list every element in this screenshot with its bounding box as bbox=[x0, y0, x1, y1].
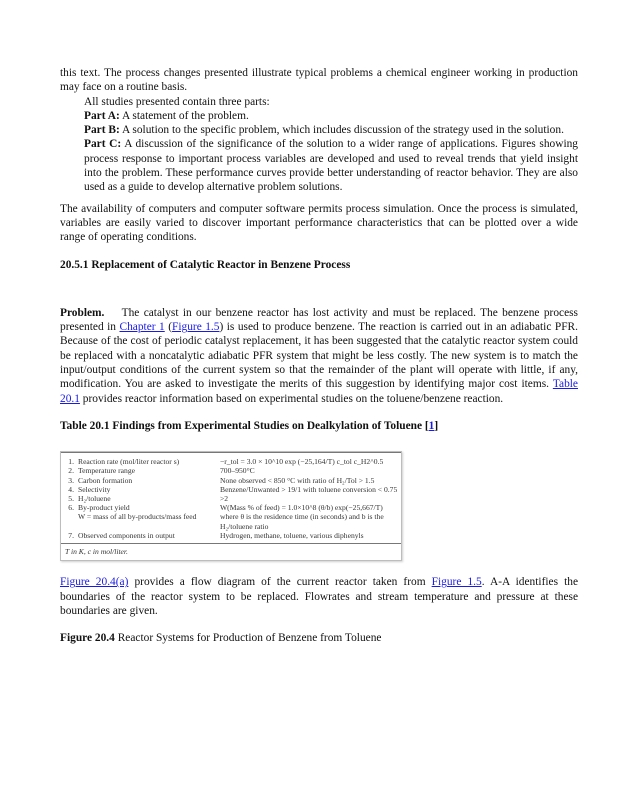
part-b-label: Part B: bbox=[84, 124, 120, 137]
row-item: Reaction rate (mol/liter reactor s) bbox=[78, 457, 180, 467]
row-value: >2 bbox=[220, 494, 229, 504]
figure-1-5-link[interactable]: Figure 1.5 bbox=[172, 321, 220, 334]
figure-20-4a-link[interactable]: Figure 20.4(a) bbox=[60, 576, 129, 589]
row-number: 4. bbox=[68, 484, 74, 494]
row-item: Selectivity bbox=[78, 484, 111, 494]
row-value: Hydrogen, methane, toluene, various diphenyls bbox=[220, 530, 364, 540]
flow-paragraph bbox=[60, 575, 578, 618]
problem-paragraph bbox=[60, 306, 581, 406]
row-item: Observed components in output bbox=[78, 530, 175, 540]
row-value: −r_tol = 3.0 × 10^10 exp (−25,164/T) c_tol c_H2^0.5 bbox=[220, 457, 384, 467]
figure-1-5-link-2[interactable]: Figure 1.5 bbox=[431, 576, 482, 589]
table-20-1-link[interactable]: Table 20.1 bbox=[60, 378, 578, 405]
row-item: Temperature range bbox=[78, 466, 136, 476]
studies-intro: All studies presented contain three parts: bbox=[84, 95, 270, 108]
part-c bbox=[84, 137, 578, 194]
intro-paragraph: this text. The process changes presented illustrate typical problems a chemical engineer working in production may face on a routine basis. bbox=[60, 67, 578, 94]
table-note: T in K, c in mol/liter. bbox=[61, 543, 401, 560]
table-row bbox=[61, 485, 401, 494]
problem-text-4: provides reactor information based on experimental studies on the toluene/benzene reaction. bbox=[79, 392, 504, 405]
table-caption bbox=[60, 419, 578, 433]
table-row bbox=[61, 476, 401, 485]
part-a-label: Part A: bbox=[84, 109, 120, 122]
table-row bbox=[61, 457, 401, 466]
part-c-text: A discussion of the significance of the solution to a wider range of applications. Figures showing process response to important process variables are developed and used to reveal trends that yield insight into the problem. These performance curves provide better understanding of reactor behavior. They are also used as a guide to develop alternative problem solutions. bbox=[84, 138, 578, 194]
figure-caption-text: Reactor Systems for Production of Benzene from Toluene bbox=[114, 632, 382, 645]
part-b-text: A solution to the specific problem, which includes discussion of the strategy used in the solution. bbox=[119, 124, 564, 137]
part-b bbox=[84, 123, 578, 137]
flow-text-2: . A-A identifies the boundaries of the reactor system to be replaced. Flowrates and stream temperature and pressure at these boundaries are given. bbox=[60, 576, 579, 617]
row-number: 5. bbox=[68, 494, 74, 504]
section-heading: 20.5.1 Replacement of Catalytic Reactor in Benzene Process bbox=[60, 258, 351, 271]
problem-text-1: The catalyst in our benzene reactor has lost activity and must be replaced. The benzene process presented in bbox=[60, 306, 581, 334]
row-number: 1. bbox=[68, 457, 74, 467]
table-caption-text: Table 20.1 Findings from Experimental Studies on Dealkylation of Toluene [ bbox=[60, 419, 429, 432]
row-value: None observed < 850 °C with ratio of H₂/Tol > 1.5 bbox=[220, 475, 375, 485]
row-value: W(Mass % of feed) = 1.0×10^8 (θ/b) exp(−25,667/T) bbox=[220, 503, 383, 513]
flow-text-1: provides a flow diagram of the current reactor taken from bbox=[128, 576, 432, 589]
row-number: 2. bbox=[68, 466, 74, 476]
row-number: 7. bbox=[68, 530, 74, 540]
findings-table bbox=[60, 451, 402, 561]
part-a bbox=[84, 109, 578, 123]
table-row bbox=[61, 466, 401, 475]
row-value: 700–950°C bbox=[220, 466, 255, 476]
row-item: W = mass of all by-products/mass feed bbox=[78, 512, 197, 522]
row-item: Carbon formation bbox=[78, 475, 133, 485]
table-row bbox=[61, 531, 401, 540]
problem-label: Problem. bbox=[60, 306, 105, 319]
table-caption-end: ] bbox=[434, 419, 439, 432]
row-number bbox=[61, 512, 76, 530]
row-value: Benzene/Unwanted > 19/1 with toluene conversion < 0.75 bbox=[220, 484, 398, 494]
part-c-label: Part C: bbox=[84, 138, 122, 151]
row-item: By-product yield bbox=[78, 503, 130, 513]
availability-paragraph: The availability of computers and computer software permits process simulation. Once the process is simulated, variables are easily varied to discover important performance characteristics that can be plotted over a wide range of operating conditions. bbox=[60, 202, 578, 244]
table-row bbox=[61, 503, 401, 512]
row-item: H₂/toluene bbox=[78, 494, 111, 504]
problem-text-3: ) is used to produce benzene. The reaction is carried out in an adiabatic PFR. Because of the cost of periodic catalyst replacement, it has been suggested that the catalytic reactor system could be replaced with a noncatalytic adiabatic PFR system that might be less costly. The new system is to match the input/output conditions of the current system so that the remainder of the plant will operate with little, if any, modification. You are asked to investigate the merits of this suggestion by identifying major cost items. bbox=[60, 321, 579, 391]
part-a-text: A statement of the problem. bbox=[119, 109, 249, 122]
row-value: where θ is the residence time (in seconds) and b is the H₂/toluene ratio bbox=[220, 512, 384, 531]
reference-1-link[interactable]: 1 bbox=[428, 419, 435, 432]
figure-caption-label: Figure 20.4 bbox=[60, 632, 115, 645]
problem-text-2: ( bbox=[164, 321, 173, 334]
table-row bbox=[61, 512, 401, 530]
chapter-1-link[interactable]: Chapter 1 bbox=[119, 321, 165, 334]
document-page bbox=[60, 66, 581, 645]
figure-caption bbox=[60, 631, 578, 645]
table-row bbox=[61, 494, 401, 503]
row-number: 6. bbox=[68, 503, 74, 513]
row-number: 3. bbox=[68, 475, 74, 485]
